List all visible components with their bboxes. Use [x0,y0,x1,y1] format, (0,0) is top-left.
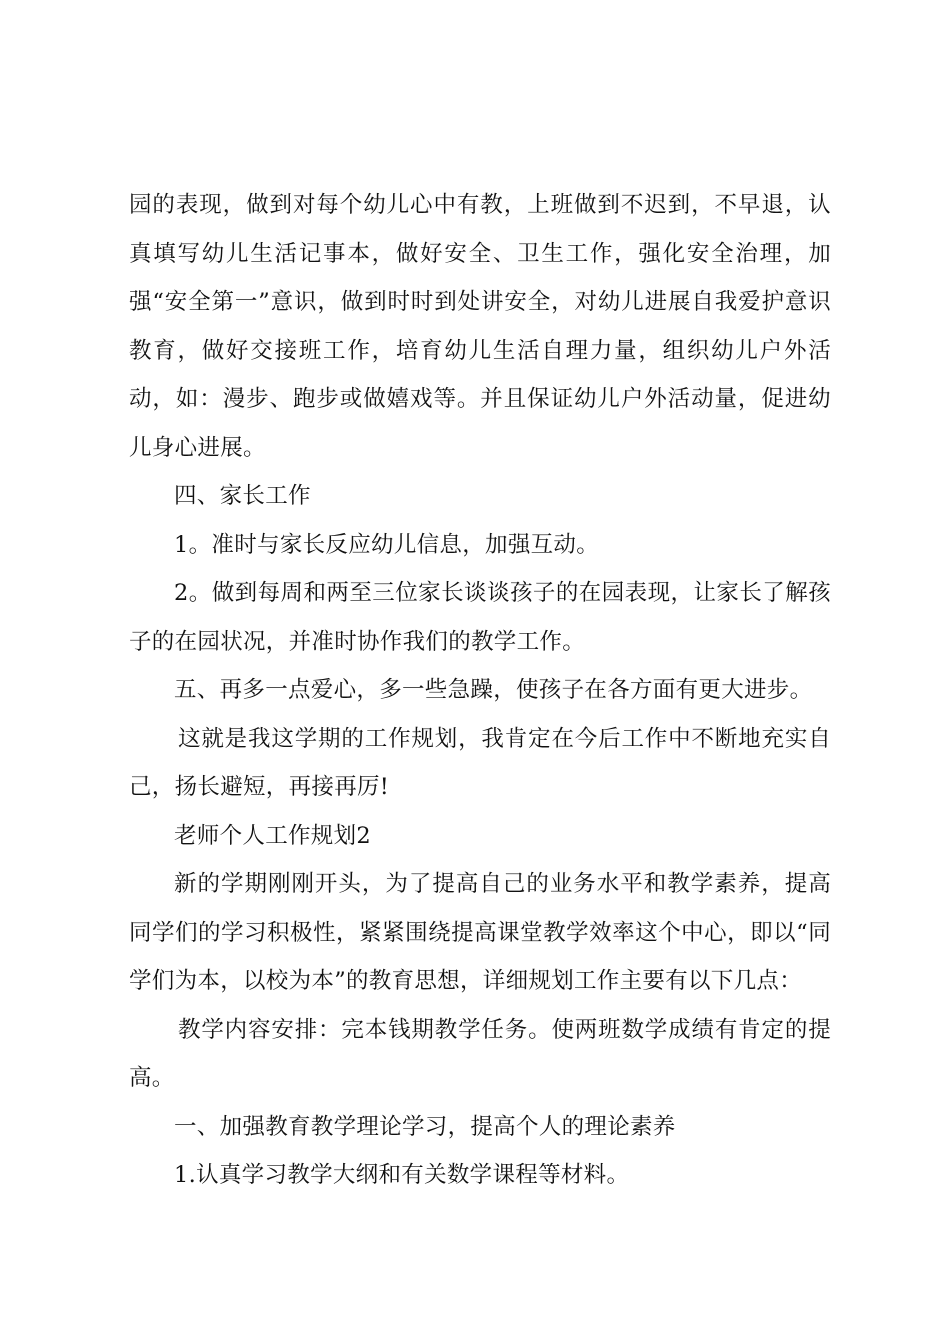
section-heading-parent-work: 四、家长工作 [174,483,311,509]
document-body [129,181,831,1200]
list-item-weekly-parent-talks: 2。做到每周和两至三位家长谈谈孩子的在园表现，让家长了解孩子的在园状况，并准时协作我们的教学工作。 [129,580,831,655]
paragraph-kindergarten-duties: 园的表现，做到对每个幼儿心中有教，上班做到不迟到，不早退，认真填写幼儿生活记事本，做好安全、卫生工作，强化安全治理，加强“安全第一”意识，做到时时到处讲安全，对幼儿进展自我爱护意识教育，做好交接班工作，培育幼儿生活自理力量，组织幼儿户外活动，如：漫步、跑步或做嬉戏等。并且保证幼儿户外活动量，促进幼儿身心进展。 [129,192,831,461]
article-title-plan-2: 老师个人工作规划2 [174,822,372,849]
paragraph-semester-summary: 这就是我这学期的工作规划，我肯定在今后工作中不断地充实自己，扬长避短，再接再厉! [129,725,831,800]
list-item-parent-feedback: 1。准时与家长反应幼儿信息，加强互动。 [174,531,600,558]
list-item-study-syllabus: 1.认真学习教学大纲和有关数学课程等材料。 [174,1162,630,1188]
paragraph-teaching-content: 教学内容安排：完本钱期教学任务。使两班数学成绩有肯定的提高。 [129,1016,831,1091]
section-heading-theory-study: 一、加强教育教学理论学习，提高个人的理论素养 [174,1113,676,1140]
paragraph-new-semester-intro: 新的学期刚刚开头，为了提高自己的业务水平和教学素养，提高同学们的学习积极性，紧紧围绕提高课堂教学效率这个中心，即以“同学们为本，以校为本”的教育思想，详细规划工作主要有以下几点： [129,871,831,994]
section-heading-more-love: 五、再多一点爱心，多一些急躁，使孩子在各方面有更大进步。 [174,677,813,703]
